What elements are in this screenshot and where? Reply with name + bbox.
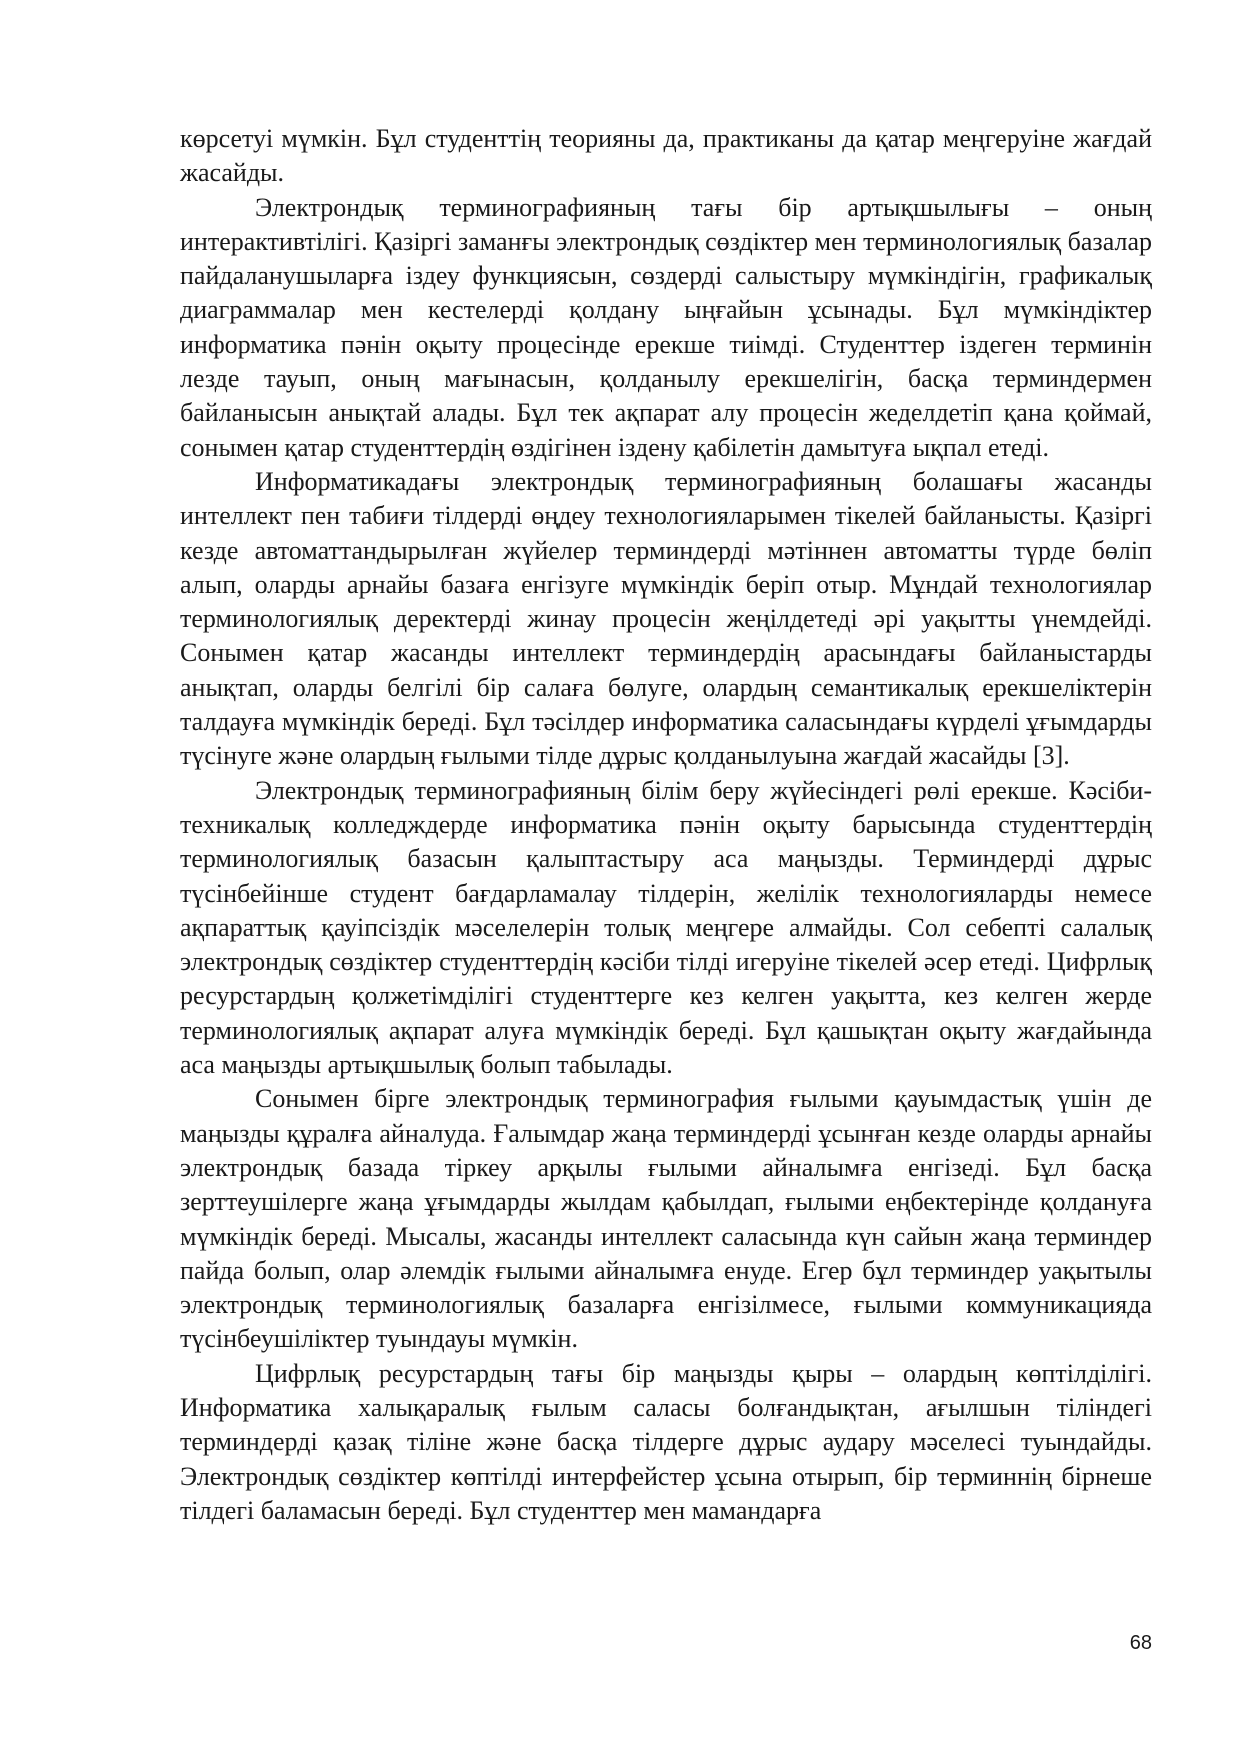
paragraph-4: Электрондық терминографияның білім беру жүйесіндегі рөлі ерекше. Кәсіби-техникалық колледждерде информатика пәнін оқыту барысында студенттердің терминологиялық базасын қалыптастыру аса маңызды. Терминдерді дұрыс түсінбейінше студент бағдарламалау тілдерін, желілік технологияларды немесе ақпараттық қауіпсіздік мәселелерін толық меңгере алмайды. Сол себепті салалық электрондық сөздіктер студенттердің кәсіби тілді игеруіне тікелей әсер етеді. Цифрлық ресурстардың қолжетімділігі студенттерге кез келген уақытта, кез келген жерде терминологиялық ақпарат алуға мүмкіндік береді. Бұл қашықтан оқыту жағдайында аса маңызды артықшылық болып табылады. (180, 775, 1152, 1080)
paragraph-3: Информатикадағы электрондық терминографияның болашағы жасанды интеллект пен табиғи тілдерді өңдеу технологияларымен тікелей байланысты. Қазіргі кезде автоматтандырылған жүйелер терминдерді мәтіннен автоматты түрде бөліп алып, оларды арнайы базаға енгізуге мүмкіндік беріп отыр. Мұндай технологиялар терминологиялық деректерді жинау процесін жеңілдетеді әрі уақытты үнемдейді. Сонымен қатар жасанды интеллект терминдердің арасындағы байланыстарды анықтап, оларды белгілі бір салаға бөлуге, олардың семантикалық ерекшеліктерін талдауға мүмкіндік береді. Бұл тәсілдер информатика саласындағы күрделі ұғымдарды түсінуге және олардың ғылыми тілде дұрыс қолданылуына жағдай жасайды [3]. (180, 466, 1152, 771)
page-number: 68 (1129, 1632, 1152, 1654)
paragraph-2: Электрондық терминографияның тағы бір артықшылығы – оның интерактивтілігі. Қазіргі заманғы электрондық сөздіктер мен терминологиялық базалар пайдаланушыларға іздеу функциясын, сөздерді салыстыру мүмкіндігін, графикалық диаграммалар мен кестелерді қолдану ыңғайын ұсынады. Бұл мүмкіндіктер информатика пәнін оқыту процесінде ерекше тиімді. Студенттер іздеген терминін лезде тауып, оның мағынасын, қолданылу ерекшелігін, басқа терминдермен байланысын анықтай алады. Бұл тек ақпарат алу процесін жеделдетіп қана қоймай, сонымен қатар студенттердің өздігінен іздену қабілетін дамытуға ықпал етеді. (180, 192, 1152, 462)
page-body (180, 122, 1152, 1528)
paragraph-1: көрсетуі мүмкін. Бұл студенттің теорияны да, практиканы да қатар меңгеруіне жағдай жасайды. (180, 124, 1152, 188)
paragraph-6: Цифрлық ресурстардың тағы бір маңызды қыры – олардың көптілділігі. Информатика халықаралық ғылым саласы болғандықтан, ағылшын тіліндегі терминдерді қазақ тіліне және басқа тілдерге дұрыс аудару мәселесі туындайды. Электрондық сөздіктер көптілді интерфейстер ұсына отырып, бір терминнің бірнеше тілдегі баламасын береді. Бұл студенттер мен мамандарға (180, 1358, 1152, 1525)
paragraph-5: Сонымен бірге электрондық терминография ғылыми қауымдастық үшін де маңызды құралға айналуда. Ғалымдар жаңа терминдерді ұсынған кезде оларды арнайы электрондық базада тіркеу арқылы ғылыми айналымға енгізеді. Бұл басқа зерттеушілерге жаңа ұғымдарды жылдам қабылдап, ғылыми еңбектерінде қолдануға мүмкіндік береді. Мысалы, жасанды интеллект саласында күн сайын жаңа терминдер пайда болып, олар әлемдік ғылыми айналымға енуде. Егер бұл терминдер уақытылы электрондық терминологиялық базаларға енгізілмесе, ғылыми коммуникацияда түсінбеушіліктер туындауы мүмкін. (180, 1084, 1152, 1354)
